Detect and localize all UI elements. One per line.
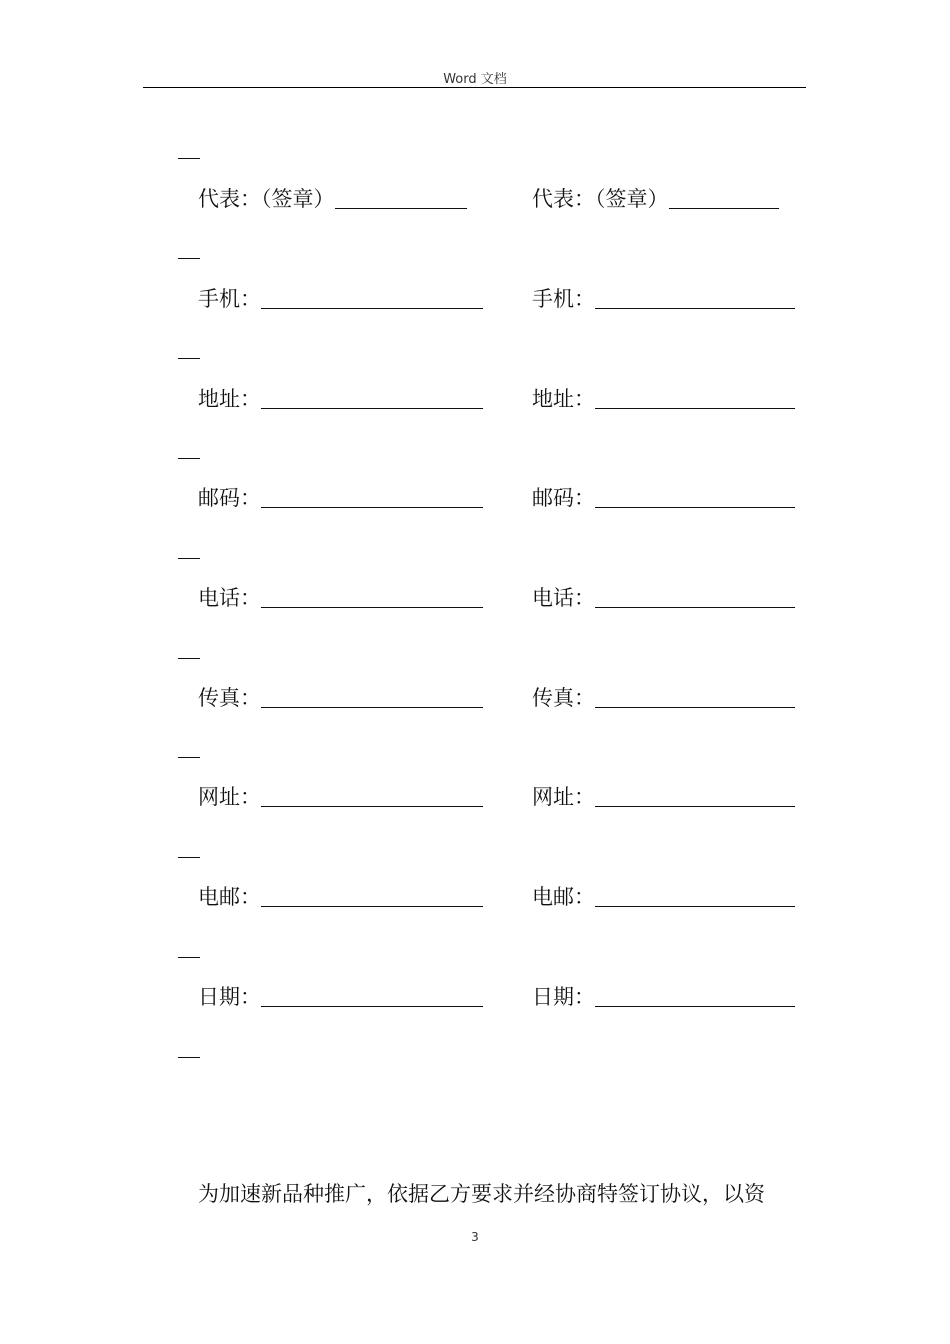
field-label: 电话： <box>198 586 261 610</box>
signature-blank[interactable] <box>335 208 467 209</box>
field-label: 网址： <box>198 785 261 809</box>
right-representative-field <box>532 184 779 214</box>
dash-mark <box>178 158 200 159</box>
right-website-field <box>532 782 795 812</box>
field-label: 电邮： <box>198 885 261 909</box>
field-label: 代表：（签章） <box>198 187 335 211</box>
fill-in-blank[interactable] <box>261 308 483 309</box>
dash-mark <box>178 1057 200 1058</box>
field-label: 手机： <box>532 287 595 311</box>
fill-in-blank[interactable] <box>595 707 795 708</box>
fill-in-blank[interactable] <box>595 806 795 807</box>
fill-in-blank[interactable] <box>595 308 795 309</box>
dash-mark <box>178 857 200 858</box>
right-address-field <box>532 384 795 414</box>
body-paragraph: 为加速新品种推广，依据乙方要求并经协商特签订协议，以资 <box>198 1182 765 1206</box>
left-postcode-field <box>198 483 483 513</box>
dash-mark <box>178 957 200 958</box>
fill-in-blank[interactable] <box>261 906 483 907</box>
dash-mark <box>178 757 200 758</box>
fill-in-blank[interactable] <box>261 1006 483 1007</box>
field-label: 传真： <box>198 686 261 710</box>
left-phone-field <box>198 583 483 613</box>
fill-in-blank[interactable] <box>261 408 483 409</box>
field-label: 网址： <box>532 785 595 809</box>
page-number: 3 <box>471 1230 479 1244</box>
page-header-title: Word 文档 <box>443 72 507 87</box>
field-label: 代表：（签章） <box>532 187 669 211</box>
left-representative-field <box>198 184 467 214</box>
fill-in-blank[interactable] <box>261 707 483 708</box>
field-label: 手机： <box>198 287 261 311</box>
fill-in-blank[interactable] <box>595 1006 795 1007</box>
field-label: 邮码： <box>532 486 595 510</box>
fill-in-blank[interactable] <box>261 507 483 508</box>
left-address-field <box>198 384 483 414</box>
right-fax-field <box>532 683 795 713</box>
signature-blank[interactable] <box>669 208 779 209</box>
dash-mark <box>178 358 200 359</box>
left-website-field <box>198 782 483 812</box>
left-date-field <box>198 982 483 1012</box>
left-email-field <box>198 882 483 912</box>
dash-mark <box>178 558 200 559</box>
right-phone-field <box>532 583 795 613</box>
left-mobile-field <box>198 284 483 314</box>
field-label: 邮码： <box>198 486 261 510</box>
right-mobile-field <box>532 284 795 314</box>
dash-mark <box>178 658 200 659</box>
right-email-field <box>532 882 795 912</box>
field-label: 电邮： <box>532 885 595 909</box>
fill-in-blank[interactable] <box>595 906 795 907</box>
right-postcode-field <box>532 483 795 513</box>
dash-mark <box>178 458 200 459</box>
dash-mark <box>178 258 200 259</box>
fill-in-blank[interactable] <box>595 507 795 508</box>
right-date-field <box>532 982 795 1012</box>
field-label: 地址： <box>198 387 261 411</box>
field-label: 日期： <box>198 985 261 1009</box>
field-label: 日期： <box>532 985 595 1009</box>
field-label: 电话： <box>532 586 595 610</box>
field-label: 传真： <box>532 686 595 710</box>
fill-in-blank[interactable] <box>261 806 483 807</box>
fill-in-blank[interactable] <box>261 607 483 608</box>
fill-in-blank[interactable] <box>595 408 795 409</box>
fill-in-blank[interactable] <box>595 607 795 608</box>
left-fax-field <box>198 683 483 713</box>
field-label: 地址： <box>532 387 595 411</box>
header-divider <box>143 87 806 88</box>
